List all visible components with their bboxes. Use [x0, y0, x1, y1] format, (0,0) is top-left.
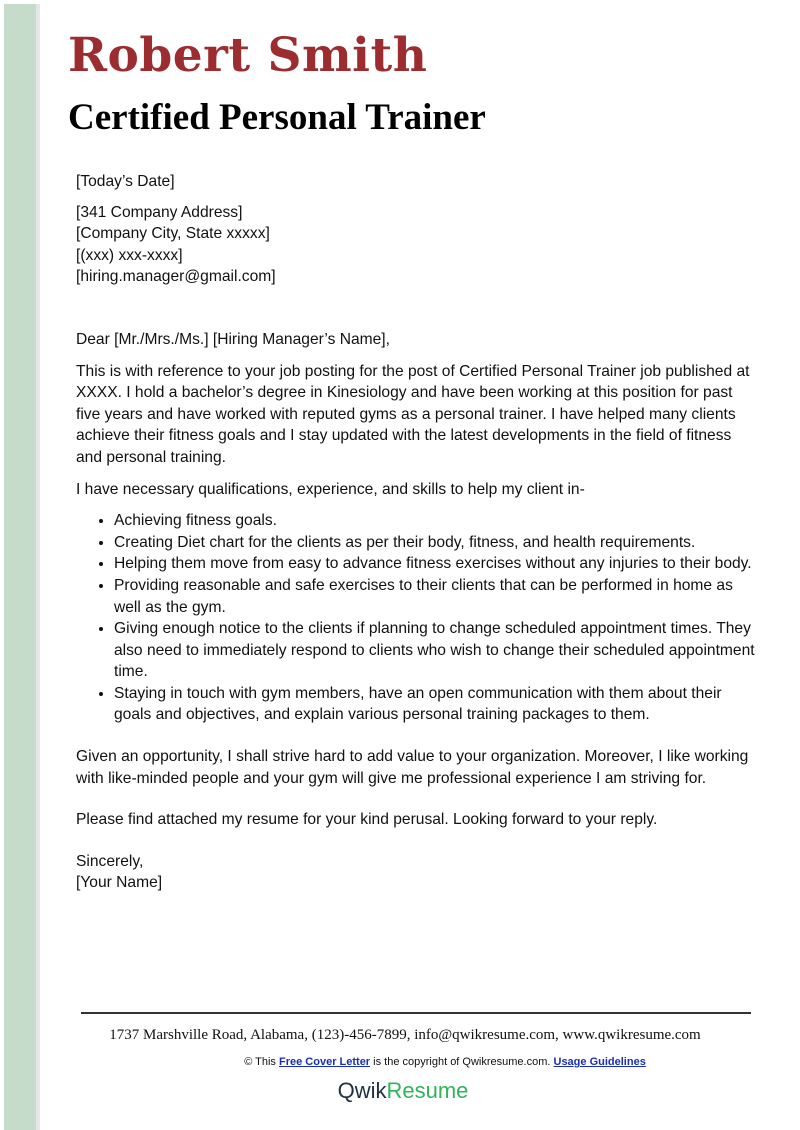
list-item: • Creating Diet chart for the clients as per their body, fitness, and health requirements.	[114, 532, 756, 554]
signoff: Sincerely,	[76, 852, 144, 870]
logo-part-resume: Resume	[386, 1078, 469, 1103]
skills-list	[76, 510, 756, 726]
list-item: • Achieving fitness goals.	[114, 510, 756, 532]
closing-paragraph: Given an opportunity, I shall strive hard to add value to your organization. Moreover, I like working with like-minded people and your gym will give me professional experience I am striving for.	[76, 748, 749, 787]
copyright-text: is the copyright of Qwikresume.com.	[370, 1056, 554, 1068]
lead-paragraph: I have necessary qualifications, experience, and skills to help my client in-	[76, 480, 585, 498]
list-item: • Helping them move from easy to advance fitness exercises without any injuries to their body.	[114, 553, 756, 575]
address-line: [(xxx) xxx-xxxx]	[76, 246, 183, 264]
signature: [Your Name]	[76, 874, 163, 892]
address-line: [hiring.manager@gmail.com]	[76, 268, 276, 286]
attachment-paragraph: Please find attached my resume for your kind perusal. Looking forward to your reply.	[76, 811, 658, 829]
footer-address: 1737 Marshville Road, Alabama, (123)-456-7899, info@qwikresume.com, www.qwikresume.com	[109, 1027, 701, 1043]
applicant-name: Robert Smith	[68, 28, 428, 83]
date: [Today’s Date]	[76, 173, 175, 190]
logo-part-qwik: Qwik	[337, 1078, 387, 1103]
salutation: Dear [Mr./Mrs./Ms.] [Hiring Manager’s Name],	[76, 330, 390, 348]
usage-guidelines-link[interactable]: Usage Guidelines	[553, 1056, 646, 1068]
copyright-prefix: © This	[244, 1056, 279, 1068]
footer-divider	[81, 1012, 751, 1014]
copyright-notice	[0, 1056, 800, 1068]
intro-paragraph: This is with reference to your job posting for the post of Certified Personal Trainer job published at XXXX. I hold a bachelor’s degree in Kinesiology and have been working at this position for past five years and have worked with reputed gyms as a personal trainer. I have helped many clients achieve their fitness goals and I stay updated with the latest developments in the field of fitness and personal training.	[76, 362, 750, 466]
job-title: Certified Personal Trainer	[68, 97, 486, 138]
address-line: [341 Company Address]	[76, 203, 243, 221]
letter-body	[76, 171, 756, 894]
qwikresume-logo[interactable]	[0, 1078, 800, 1104]
list-item: • Giving enough notice to the clients if planning to change scheduled appointment times. They also need to immediately respond to clients who wish to change their scheduled appointment time.	[114, 618, 756, 683]
address-line: [Company City, State xxxxx]	[76, 225, 270, 243]
list-item: • Staying in touch with gym members, have an open communication with them about their goals and objectives, and explain various personal training packages to them.	[114, 683, 756, 726]
free-cover-letter-link[interactable]: Free Cover Letter	[279, 1056, 371, 1068]
decorative-sidebar-strip	[4, 4, 40, 1130]
list-item: • Providing reasonable and safe exercises to their clients that can be performed in home as well as the gym.	[114, 575, 756, 618]
